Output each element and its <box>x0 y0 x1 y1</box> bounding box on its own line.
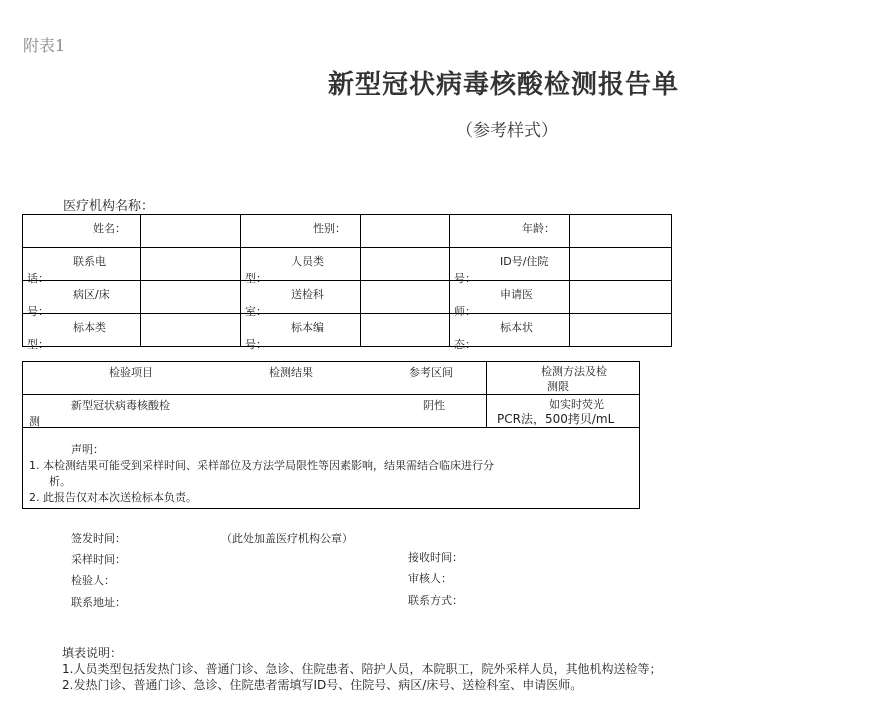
seal-note: （此处加盖医疗机构公章） <box>221 532 353 545</box>
fill-instructions-line-1: 1.人员类型包括发热门诊、普通门诊、急诊、住院患者、陪护人员，本院职工，院外采样人员，其他机构送检等； <box>62 662 662 676</box>
fill-instructions <box>62 645 661 693</box>
test-method: 如实时荧光 <box>549 398 604 411</box>
table-row <box>23 215 672 248</box>
phone-value-cell[interactable] <box>141 248 241 281</box>
header-left-cell <box>23 362 487 395</box>
note-line-1-cont: 析。 <box>49 475 71 488</box>
phone-label-tail: 话： <box>27 272 49 286</box>
test-item-name: 新型冠状病毒核酸检 <box>71 399 170 412</box>
doctor-label-cell <box>450 281 570 319</box>
phone-label: 联系电 <box>73 255 106 268</box>
receive-time-label: 接收时间： <box>408 551 463 564</box>
issue-time-label: 签发时间： <box>71 532 126 545</box>
dept-value-cell[interactable] <box>361 281 450 314</box>
page-title: 新型冠状病毒核酸检测报告单 <box>328 70 680 100</box>
specimen-status-label: 标本状 <box>500 321 533 334</box>
ward-label-cell <box>23 281 141 319</box>
id-value-cell[interactable] <box>570 248 672 281</box>
sampling-time-label: 采样时间： <box>71 553 126 566</box>
person-type-label: 人员类 <box>291 255 324 268</box>
fill-instructions-line-2: 2.发热门诊、普通门诊、急诊、住院患者需填写ID号、住院号、病区/床号、送检科室、申请医师。 <box>62 678 583 692</box>
person-type-label-cell <box>241 248 361 286</box>
gender-label-cell <box>241 215 361 248</box>
age-label-cell <box>450 215 570 248</box>
person-type-value-cell[interactable] <box>361 248 450 281</box>
notes-cell <box>23 428 640 509</box>
contact-label: 联系方式： <box>408 594 463 607</box>
specimen-type-label-tail: 型： <box>27 338 49 352</box>
id-label-tail: 号： <box>454 272 476 286</box>
specimen-type-value-cell[interactable] <box>141 314 241 347</box>
test-row-left-cell <box>23 395 487 428</box>
page-subtitle: （参考样式） <box>456 121 558 141</box>
notes-row <box>23 428 640 509</box>
test-method-cell <box>487 395 640 428</box>
doctor-value-cell[interactable] <box>570 281 672 314</box>
table-row <box>23 248 672 281</box>
specimen-id-value-cell[interactable] <box>361 314 450 347</box>
reference-value: 阴性 <box>423 399 445 412</box>
appendix-label: 附表1 <box>23 36 66 55</box>
dept-label: 送检科 <box>291 288 324 301</box>
specimen-type-label-cell <box>23 314 141 352</box>
address-label: 联系地址： <box>71 596 126 609</box>
ward-label: 病区/床 <box>73 288 110 301</box>
test-method-cont: PCR法，500拷贝/mL <box>497 412 615 426</box>
header-method: 检测方法及检 <box>541 365 607 378</box>
notes-heading: 声明： <box>71 443 104 456</box>
table-row <box>23 281 672 314</box>
gender-label: 性别： <box>313 222 346 235</box>
header-result: 检测结果 <box>269 366 313 379</box>
id-label-cell <box>450 248 570 286</box>
institution-name-label: 医疗机构名称： <box>63 199 155 214</box>
note-line-2: 2. 此报告仅对本次送检标本负责。 <box>29 491 197 504</box>
name-label: 姓名： <box>93 222 126 235</box>
specimen-id-label-cell <box>241 314 361 352</box>
reviewer-label: 审核人： <box>408 572 452 585</box>
specimen-status-value-cell[interactable] <box>570 314 672 347</box>
name-value-cell[interactable] <box>141 215 241 248</box>
note-line-1: 1. 本检测结果可能受到采样时间、采样部位及方法学局限性等因素影响，结果需结合临床进行分 <box>29 459 494 472</box>
fill-instructions-heading: 填表说明： <box>62 646 123 660</box>
phone-label-cell <box>23 248 141 286</box>
specimen-id-label-tail: 号： <box>245 338 267 352</box>
ward-label-tail: 号： <box>27 305 49 319</box>
id-label: ID号/住院 <box>500 255 549 268</box>
name-label-cell <box>23 215 141 248</box>
specimen-id-label: 标本编 <box>291 321 324 334</box>
age-value-cell[interactable] <box>570 215 672 248</box>
header-reference: 参考区间 <box>409 366 453 379</box>
ward-value-cell[interactable] <box>141 281 241 314</box>
test-results-table <box>22 361 640 509</box>
dept-label-tail: 室： <box>245 305 267 319</box>
specimen-type-label: 标本类 <box>73 321 106 334</box>
person-type-label-tail: 型： <box>245 272 267 286</box>
dept-label-cell <box>241 281 361 319</box>
table-row <box>23 395 640 428</box>
doctor-label-tail: 师： <box>454 305 476 319</box>
gender-value-cell[interactable] <box>361 215 450 248</box>
header-method-cont: 测限 <box>547 380 569 393</box>
header-test-item: 检验项目 <box>109 366 153 379</box>
doctor-label: 申请医 <box>500 288 533 301</box>
patient-info-table <box>22 214 672 352</box>
table-header-row <box>23 362 640 395</box>
specimen-status-label-tail: 态： <box>454 338 476 352</box>
age-label: 年龄： <box>522 222 555 235</box>
specimen-status-label-cell <box>450 314 570 352</box>
tester-label: 检验人： <box>71 574 115 587</box>
table-row <box>23 314 672 347</box>
header-method-cell <box>487 362 640 395</box>
test-item-name-cont: 测 <box>29 415 40 428</box>
